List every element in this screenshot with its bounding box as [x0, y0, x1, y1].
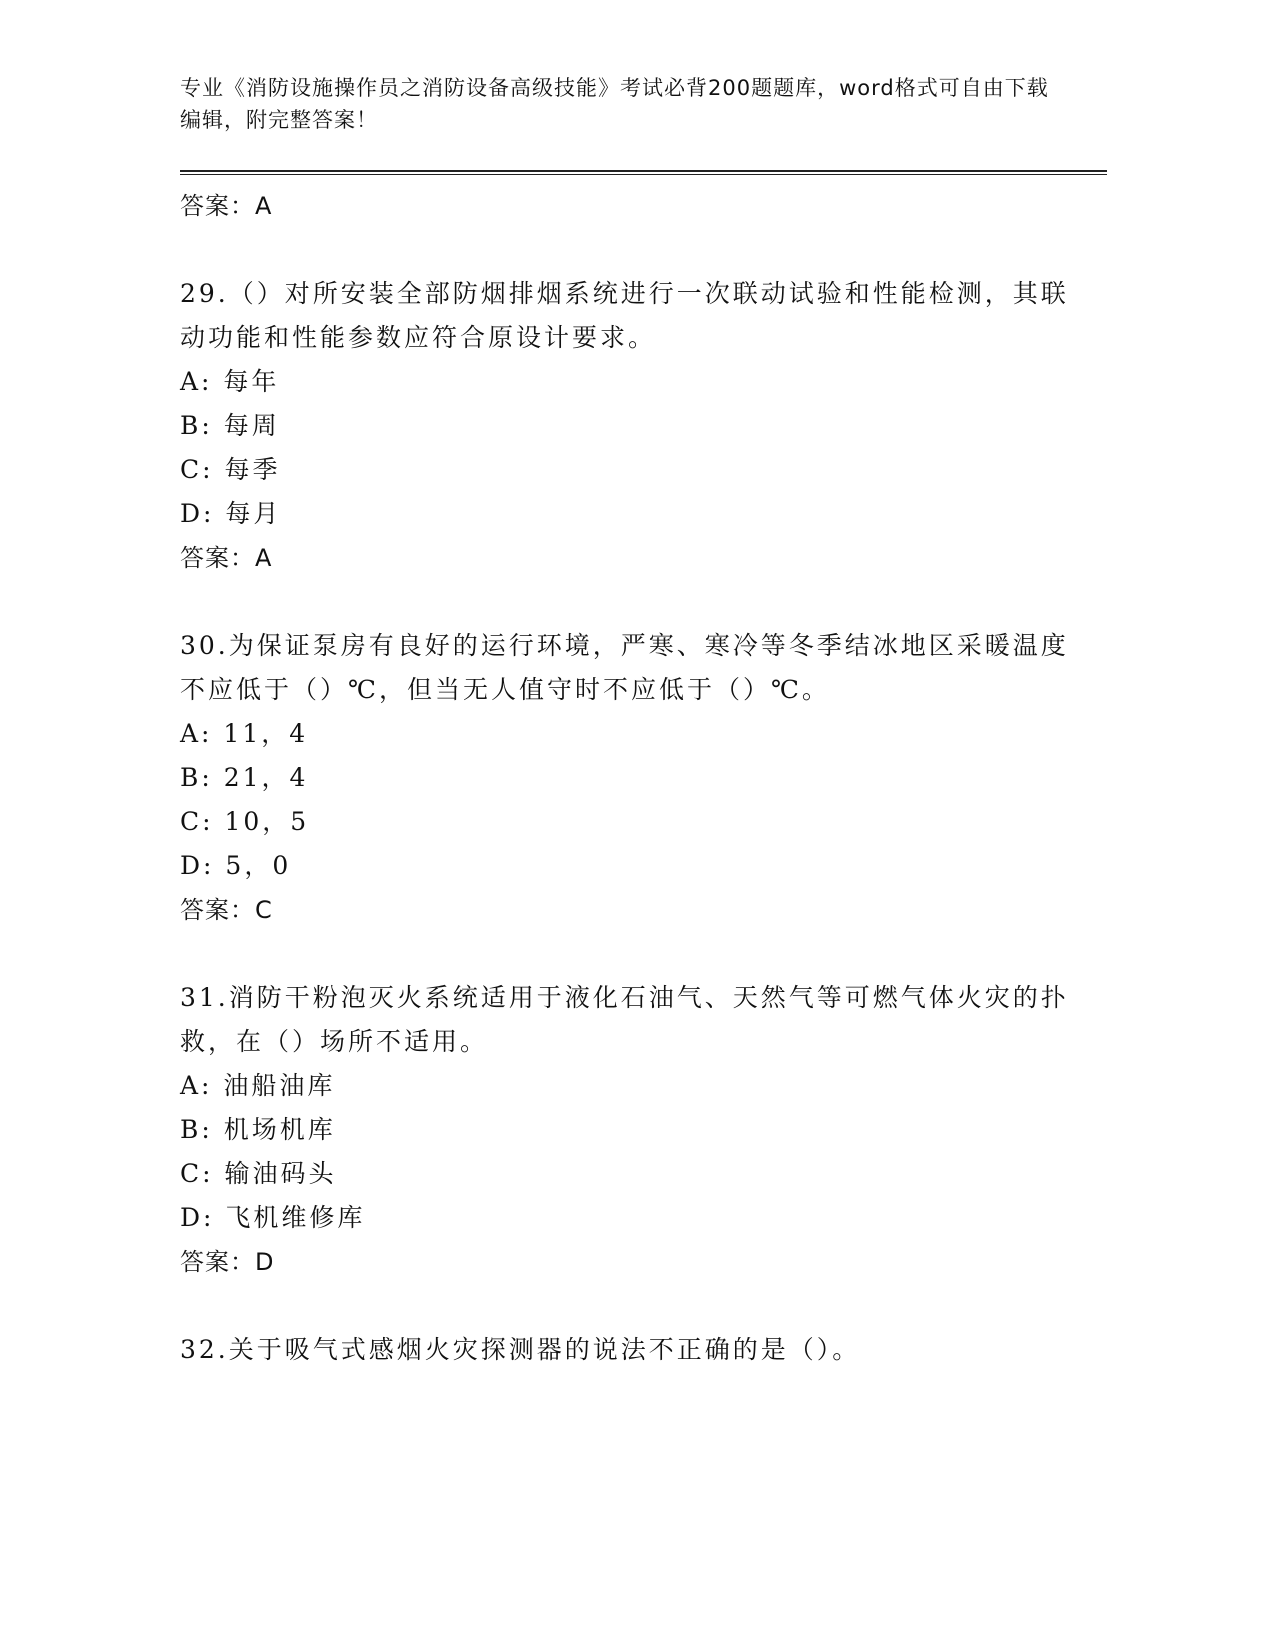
option-d: D: 5，0 [180, 851, 292, 880]
question-stem: 32.关于吸气式感烟火灾探测器的说法不正确的是（）。 [180, 1335, 861, 1364]
question-stem: 31.消防干粉泡灭火系统适用于液化石油气、天然气等可燃气体火灾的扑救，在（）场所不适用。 [180, 983, 1069, 1056]
document-header: 专业《消防设施操作员之消防设备高级技能》考试必背200题题库，word格式可自由下载编辑，附完整答案！ [180, 76, 1049, 132]
question-answer: 答案：D [180, 1248, 275, 1276]
option-b: B: 21，4 [180, 763, 309, 792]
option-c: C: 输油码头 [180, 1159, 337, 1188]
option-a: A: 11，4 [180, 719, 309, 748]
previous-answer: 答案：A [180, 192, 273, 220]
question-answer: 答案：C [180, 896, 273, 924]
option-a: A: 每年 [180, 367, 280, 396]
question-answer: 答案：A [180, 544, 273, 572]
question-29 [180, 272, 1080, 580]
question-32 [180, 1328, 1080, 1372]
question-list [180, 184, 1080, 1372]
header-divider [180, 170, 1107, 175]
option-c: C: 每季 [180, 455, 281, 484]
question-30 [180, 624, 1080, 932]
question-stem: 30.为保证泵房有良好的运行环境，严寒、寒冷等冬季结冰地区采暖温度不应低于（）℃，但当无人值守时不应低于（）℃。 [180, 631, 1069, 704]
option-c: C: 10，5 [180, 807, 310, 836]
question-31 [180, 976, 1080, 1284]
question-stem: 29.（）对所安装全部防烟排烟系统进行一次联动试验和性能检测，其联动功能和性能参数应符合原设计要求。 [180, 279, 1069, 352]
option-b: B: 机场机库 [180, 1115, 336, 1144]
option-d: D: 飞机维修库 [180, 1203, 366, 1232]
option-b: B: 每周 [180, 411, 280, 440]
option-a: A: 油船油库 [180, 1071, 336, 1100]
option-d: D: 每月 [180, 499, 282, 528]
